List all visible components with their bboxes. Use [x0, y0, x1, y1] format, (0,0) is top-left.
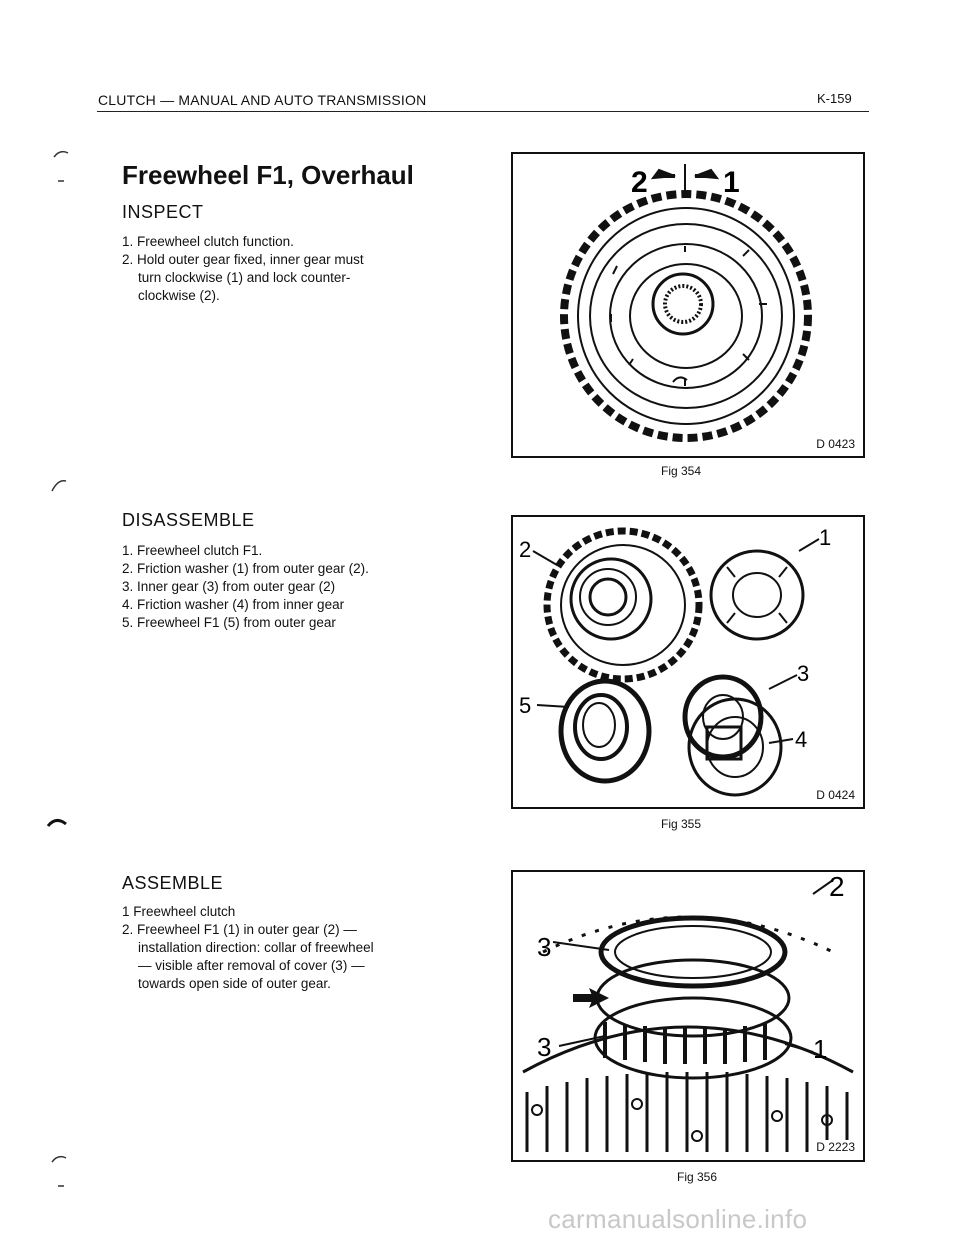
step-text: 5. Freewheel F1 (5) from outer gear — [122, 615, 336, 630]
callout-label: 2 — [829, 872, 845, 902]
figure-caption: Fig 355 — [661, 817, 702, 831]
figure-code: D 0423 — [816, 437, 855, 451]
inspect-steps — [122, 233, 462, 305]
watermark: carmanualsonline.info — [548, 1204, 808, 1234]
margin-mark — [52, 145, 72, 185]
page-number: K-159 — [817, 91, 852, 106]
figure-caption: Fig 356 — [677, 1170, 718, 1184]
figure-bottom-rule — [511, 1160, 865, 1162]
step-text: installation direction: collar of freewheel — [138, 940, 374, 955]
running-header: CLUTCH — MANUAL AND AUTO TRANSMISSION — [98, 92, 427, 108]
step-text: towards open side of outer gear. — [138, 976, 331, 991]
callout-label: 3 — [537, 1032, 552, 1062]
step-text: 4. Friction washer (4) from inner gear — [122, 597, 345, 612]
step-text: 1 Freewheel clutch — [122, 904, 236, 919]
callout-label: 3 — [797, 661, 810, 686]
step-text: 1. Freewheel clutch F1. — [122, 543, 263, 558]
figure-code: D 0424 — [816, 788, 855, 802]
step-text: 2. Friction washer (1) from outer gear (2). — [122, 561, 369, 576]
step-text: 2. Freewheel F1 (1) in outer gear (2) — — [122, 922, 357, 937]
step-text: 3. Inner gear (3) from outer gear (2) — [122, 579, 336, 594]
step-text: 1. Freewheel clutch function. — [122, 234, 294, 249]
callout-label: 1 — [723, 166, 740, 199]
figure-caption: Fig 354 — [661, 464, 702, 478]
disassemble-steps — [122, 542, 462, 632]
margin-mark — [46, 812, 68, 830]
step-text: 2. Hold outer gear fixed, inner gear must — [122, 252, 364, 267]
margin-mark — [50, 475, 70, 495]
figure-355 — [511, 515, 865, 809]
callout-label: 5 — [519, 693, 532, 718]
figure-code: D 2223 — [816, 1140, 855, 1154]
freewheel-installation-illustration — [513, 872, 863, 1162]
disassembled-parts-illustration — [513, 517, 863, 807]
callout-label: 1 — [813, 1034, 828, 1064]
figure-354 — [511, 152, 865, 458]
page-title: Freewheel F1, Overhaul — [122, 160, 414, 190]
callout-label: 3 — [537, 932, 552, 962]
freewheel-clutch-illustration — [513, 154, 863, 456]
section-heading-assemble: ASSEMBLE — [122, 873, 224, 893]
section-heading-inspect: INSPECT — [122, 202, 204, 222]
step-text: clockwise (2). — [138, 288, 220, 303]
callout-label: 2 — [519, 537, 532, 562]
callout-label: 1 — [819, 525, 832, 550]
callout-label: 2 — [631, 166, 648, 199]
callout-label: 4 — [795, 727, 808, 752]
header-rule — [97, 111, 869, 112]
step-text: — visible after removal of cover (3) — — [138, 958, 365, 973]
figure-356 — [511, 870, 865, 1162]
section-heading-disassemble: DISASSEMBLE — [122, 510, 255, 530]
margin-mark — [50, 1150, 70, 1194]
step-text: turn clockwise (1) and lock counter- — [138, 270, 351, 285]
assemble-steps — [122, 903, 462, 993]
